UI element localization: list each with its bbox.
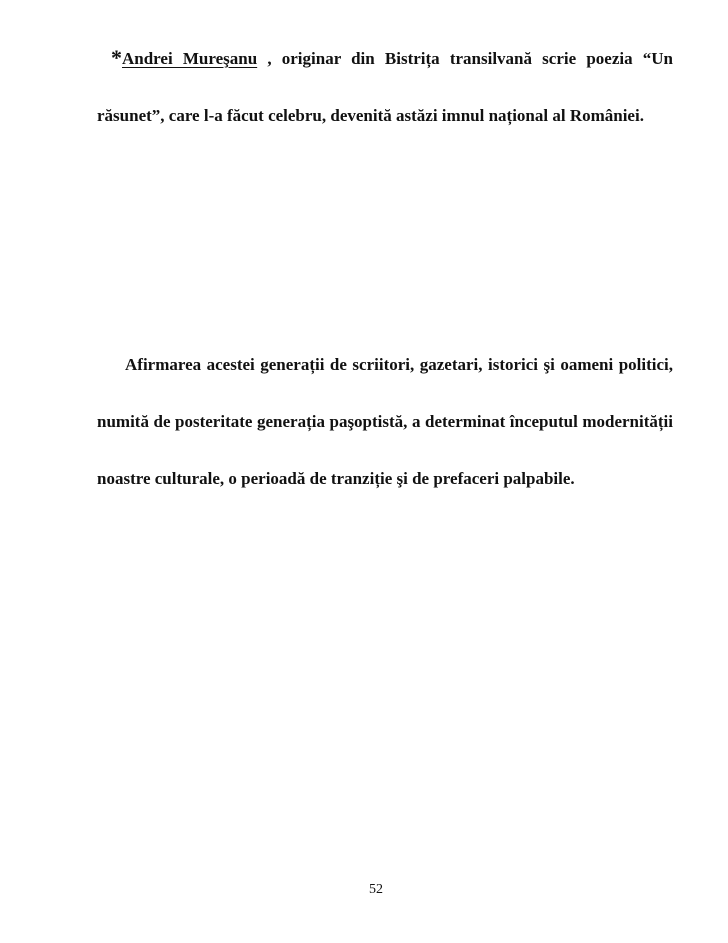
footnote-text: , originar din Bistrița transilvană scrie poezia “Un răsunet”, care l-a făcut celebru, devenită astăzi imnul național al României. <box>97 49 673 125</box>
page-number: 52 <box>369 882 383 897</box>
footnote-author-name: Andrei Mureşanu <box>122 49 258 68</box>
footnote-paragraph <box>97 29 673 144</box>
footnote-asterisk: * <box>111 45 122 70</box>
body-paragraph: Afirmarea acestei generații de scriitori, gazetari, istorici şi oameni politici, numită de posteritate generația paşoptistă, a determinat începutul modernității noastre culturale, o perioadă de tranziție şi de prefaceri palpabile. <box>97 355 673 488</box>
